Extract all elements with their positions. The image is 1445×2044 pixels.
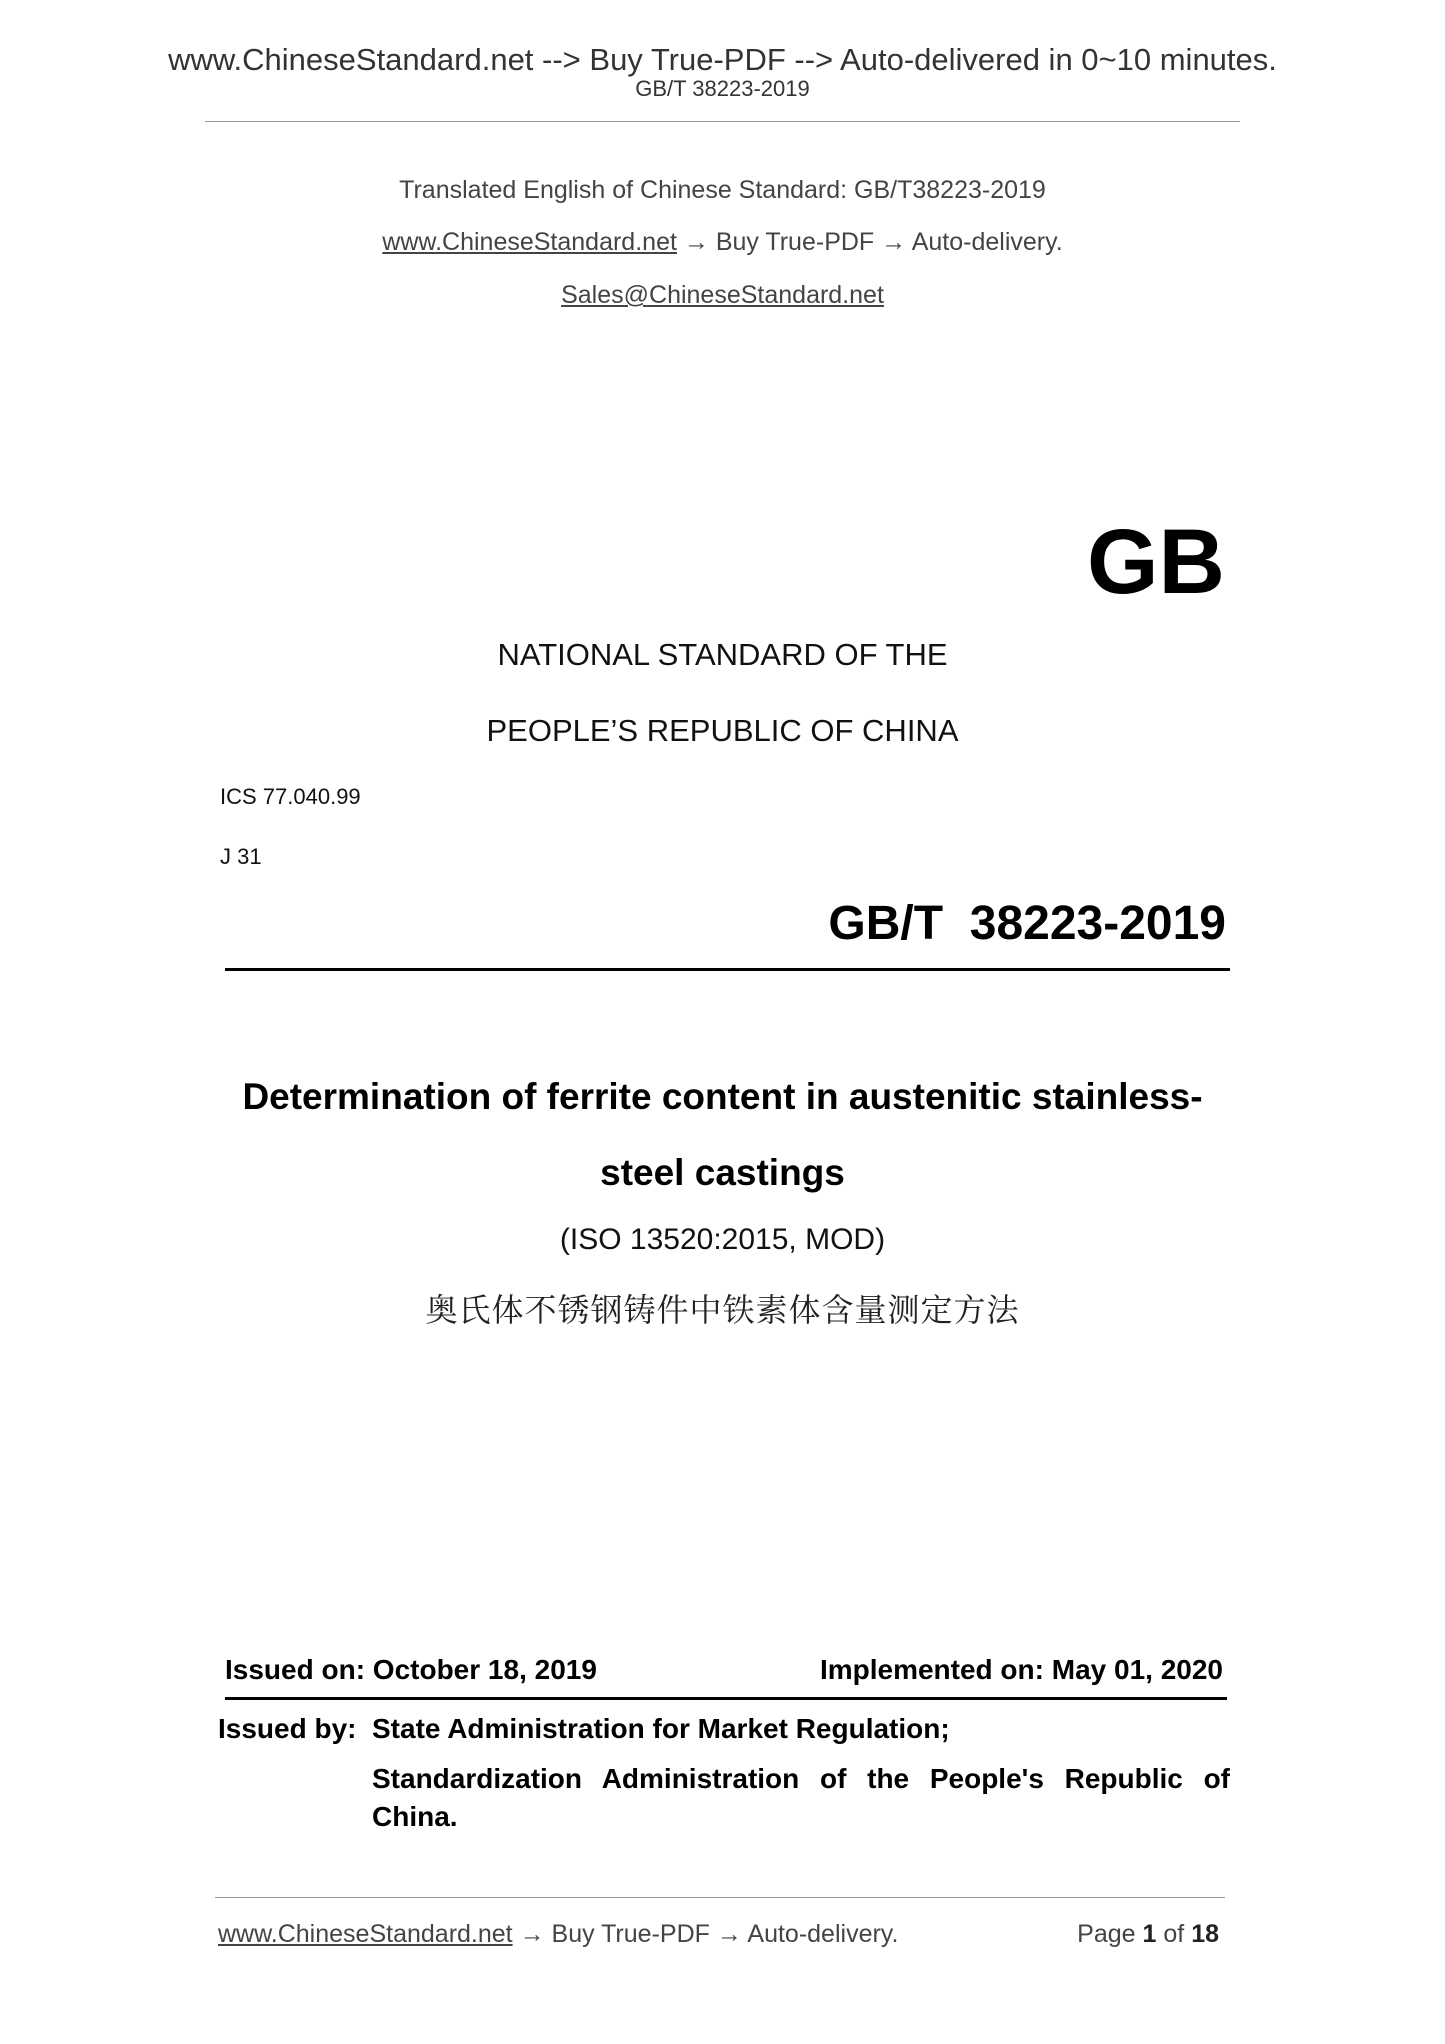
issue-dates-rule [225, 1697, 1227, 1700]
gb-mark: GB [1087, 511, 1225, 613]
chinese-title: 奥氏体不锈钢铸件中铁素体含量测定方法 [425, 1291, 1020, 1329]
page-of: of [1163, 1920, 1185, 1948]
standard-number: GB/T 38223-2019 [828, 897, 1226, 950]
issuing-authority-2: Standardization Administration of the People's Republic of China. [372, 1763, 1230, 1832]
footer-links [218, 1920, 898, 1949]
standard-number-rule [225, 968, 1230, 971]
sales-email-text[interactable]: Sales@ChineseStandard.net [561, 281, 884, 309]
implemented-on-date: Implemented on: May 01, 2020 [819, 1654, 1223, 1685]
running-header: GB/T 38223-2019 [635, 76, 810, 101]
purchase-links-text: → Buy True-PDF → Auto-delivery. [676, 228, 1063, 256]
translation-note: Translated English of Chinese Standard: GB/T38223-2019 [399, 176, 1046, 204]
page-current: 1 [1142, 1920, 1157, 1948]
page-label: Page [1077, 1920, 1136, 1948]
footer-links-text: → Buy True-PDF → Auto-delivery. [512, 1920, 899, 1948]
footer-divider [215, 1897, 1225, 1898]
national-standard-line-1: NATIONAL STANDARD OF THE [497, 637, 948, 672]
sales-email-link[interactable] [0, 281, 1445, 310]
issuing-authority-1: State Administration for Market Regulation; [372, 1713, 950, 1744]
issued-on-date: Issued on: October 18, 2019 [225, 1654, 597, 1685]
page-total: 18 [1191, 1920, 1219, 1948]
page-indicator [1077, 1920, 1219, 1949]
footer-site-link[interactable]: www.ChineseStandard.net [218, 1920, 513, 1948]
site-link[interactable]: www.ChineseStandard.net [382, 228, 677, 256]
purchase-links [0, 228, 1445, 257]
header-divider [205, 121, 1240, 122]
top-banner: www.ChineseStandard.net --> Buy True-PDF --> Auto-delivered in 0~10 minutes. [168, 42, 1277, 77]
national-standard-line-2: PEOPLE’S REPUBLIC OF CHINA [486, 713, 959, 748]
document-title-line-1: Determination of ferrite content in austenitic stainless- [242, 1076, 1203, 1117]
classification-code: J 31 [220, 844, 262, 869]
ics-code: ICS 77.040.99 [220, 784, 361, 809]
document-title-line-2: steel castings [600, 1152, 845, 1193]
iso-reference: (ISO 13520:2015, MOD) [559, 1223, 886, 1256]
issued-by-label: Issued by: [218, 1713, 357, 1744]
